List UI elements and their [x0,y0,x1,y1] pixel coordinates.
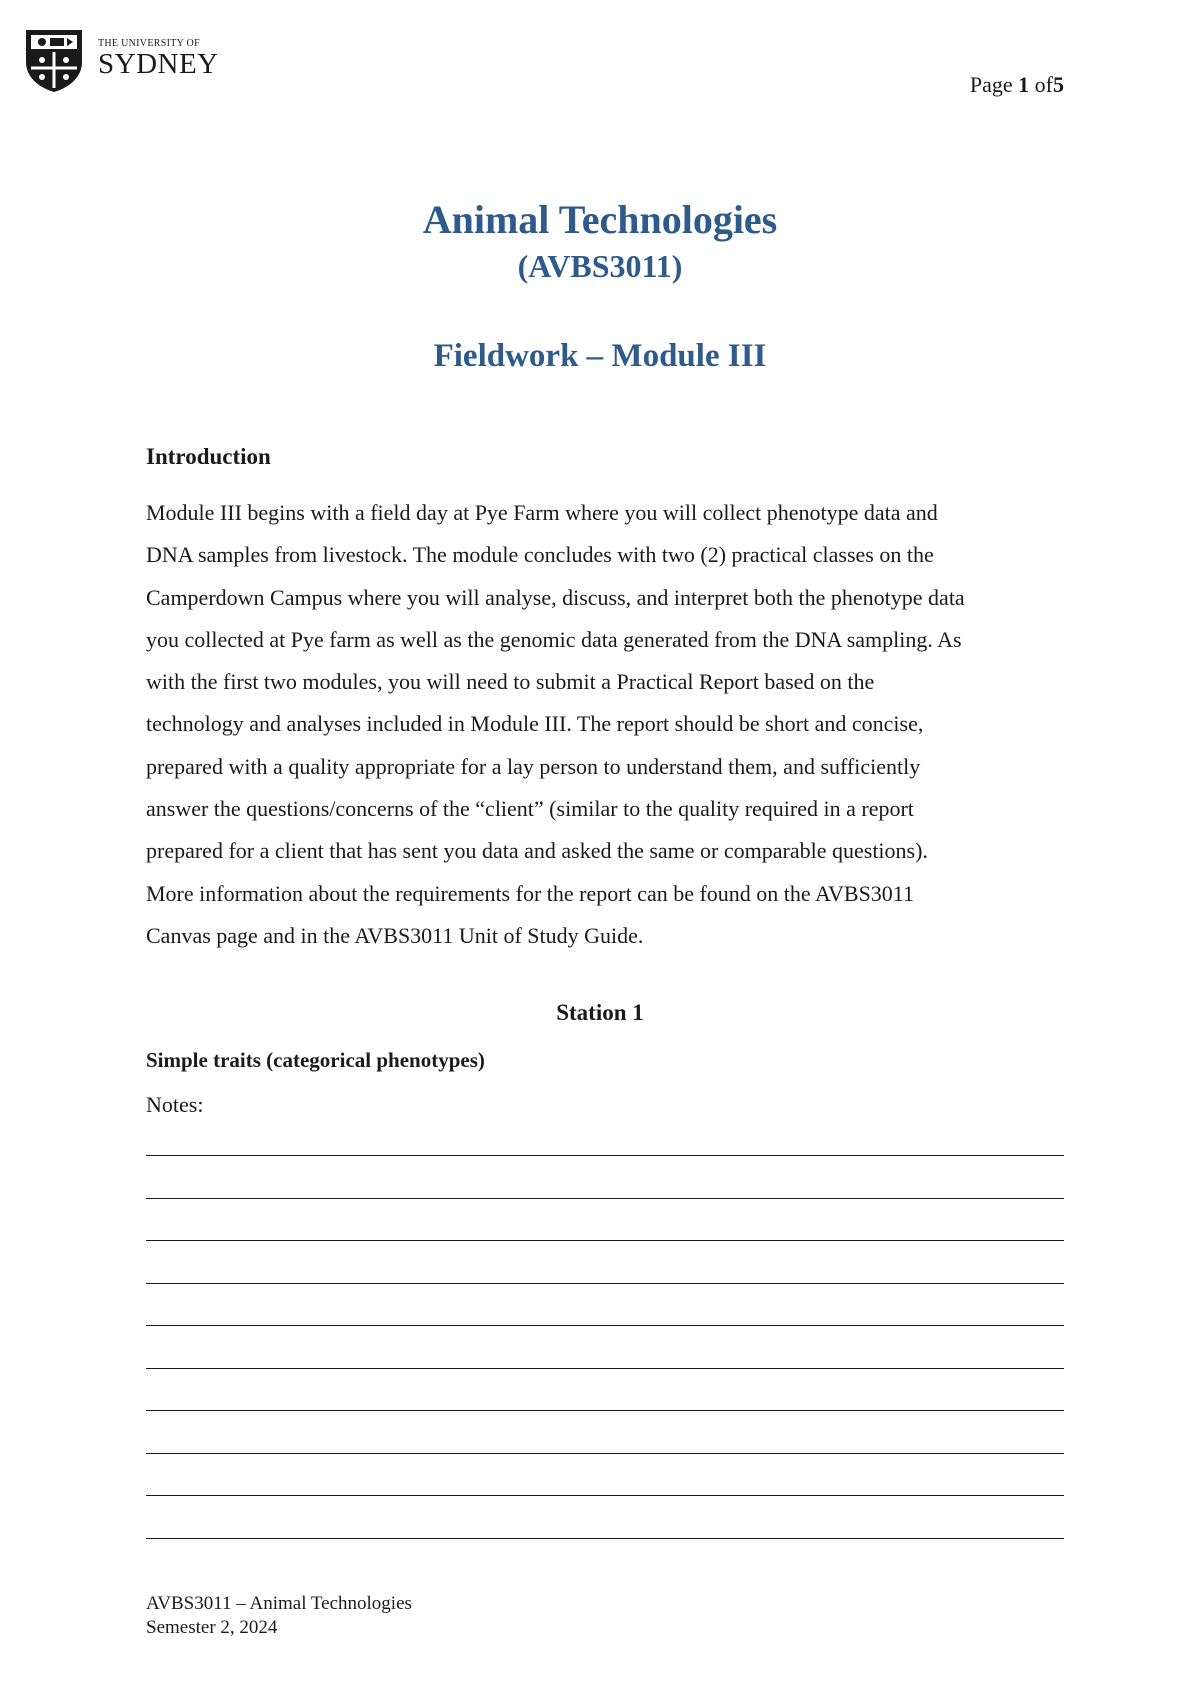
note-writing-line[interactable] [146,1368,1064,1369]
intro-line: Module III begins with a field day at Pye Farm where you will collect phenotype data and [146,500,938,525]
intro-line: prepared with a quality appropriate for a lay person to understand them, and sufficiently [146,753,921,779]
note-writing-line[interactable] [146,1283,1064,1284]
note-writing-line[interactable] [146,1325,1064,1326]
station-heading: Station 1 [556,1000,644,1025]
intro-line: More information about the requirements for the report can be found on the AVBS3011 [146,880,914,906]
note-writing-line[interactable] [146,1538,1064,1539]
document-title: Animal Technologies [422,197,778,242]
note-writing-line[interactable] [146,1453,1064,1454]
note-writing-line[interactable] [146,1240,1064,1241]
page-prefix: Page [969,72,1013,97]
note-writing-line[interactable] [146,1155,1064,1156]
page-current: 1 [1018,72,1030,97]
page-number [970,72,1064,98]
university-logo [22,26,219,94]
notes-label: Notes: [146,1092,204,1117]
note-writing-line[interactable] [146,1198,1064,1199]
logo-big-text: SYDNEY [98,48,219,80]
intro-line: answer the questions/concerns of the “client” (similar to the quality required in a report [146,796,914,822]
intro-line: DNA samples from livestock. The module concludes with two (2) practical classes on the [146,542,934,568]
page-footer [146,1592,412,1640]
note-writing-line[interactable] [146,1495,1064,1496]
intro-line: Camperdown Campus where you will analyse, discuss, and interpret both the phenotype data [146,584,965,610]
note-writing-line[interactable] [146,1410,1064,1411]
footer-course: AVBS3011 – Animal Technologies [146,1593,412,1614]
course-code: (AVBS3011) [517,248,683,284]
intro-line: Canvas page and in the AVBS3011 Unit of Study Guide. [146,922,644,948]
intro-line: with the first two modules, you will need to submit a Practical Report based on the [146,669,875,695]
intro-line: you collected at Pye farm as well as the genomic data generated from the DNA sampling. As [146,626,962,652]
intro-line: prepared for a client that has sent you data and asked the same or comparable questions). [146,838,928,864]
document-subtitle: Fieldwork – Module III [433,338,767,374]
page-of: of [1034,72,1053,97]
university-crest-icon [22,26,86,94]
station-subheading: Simple traits (categorical phenotypes) [146,1048,485,1072]
footer-semester: Semester 2, 2024 [146,1617,278,1638]
page-total: 5 [1053,72,1064,97]
intro-line: technology and analyses included in Module III. The report should be short and concise, [146,711,924,737]
introduction-body [146,492,1066,957]
introduction-heading: Introduction [146,444,271,469]
logo-small-text: THE UNIVERSITY OF [98,38,200,49]
